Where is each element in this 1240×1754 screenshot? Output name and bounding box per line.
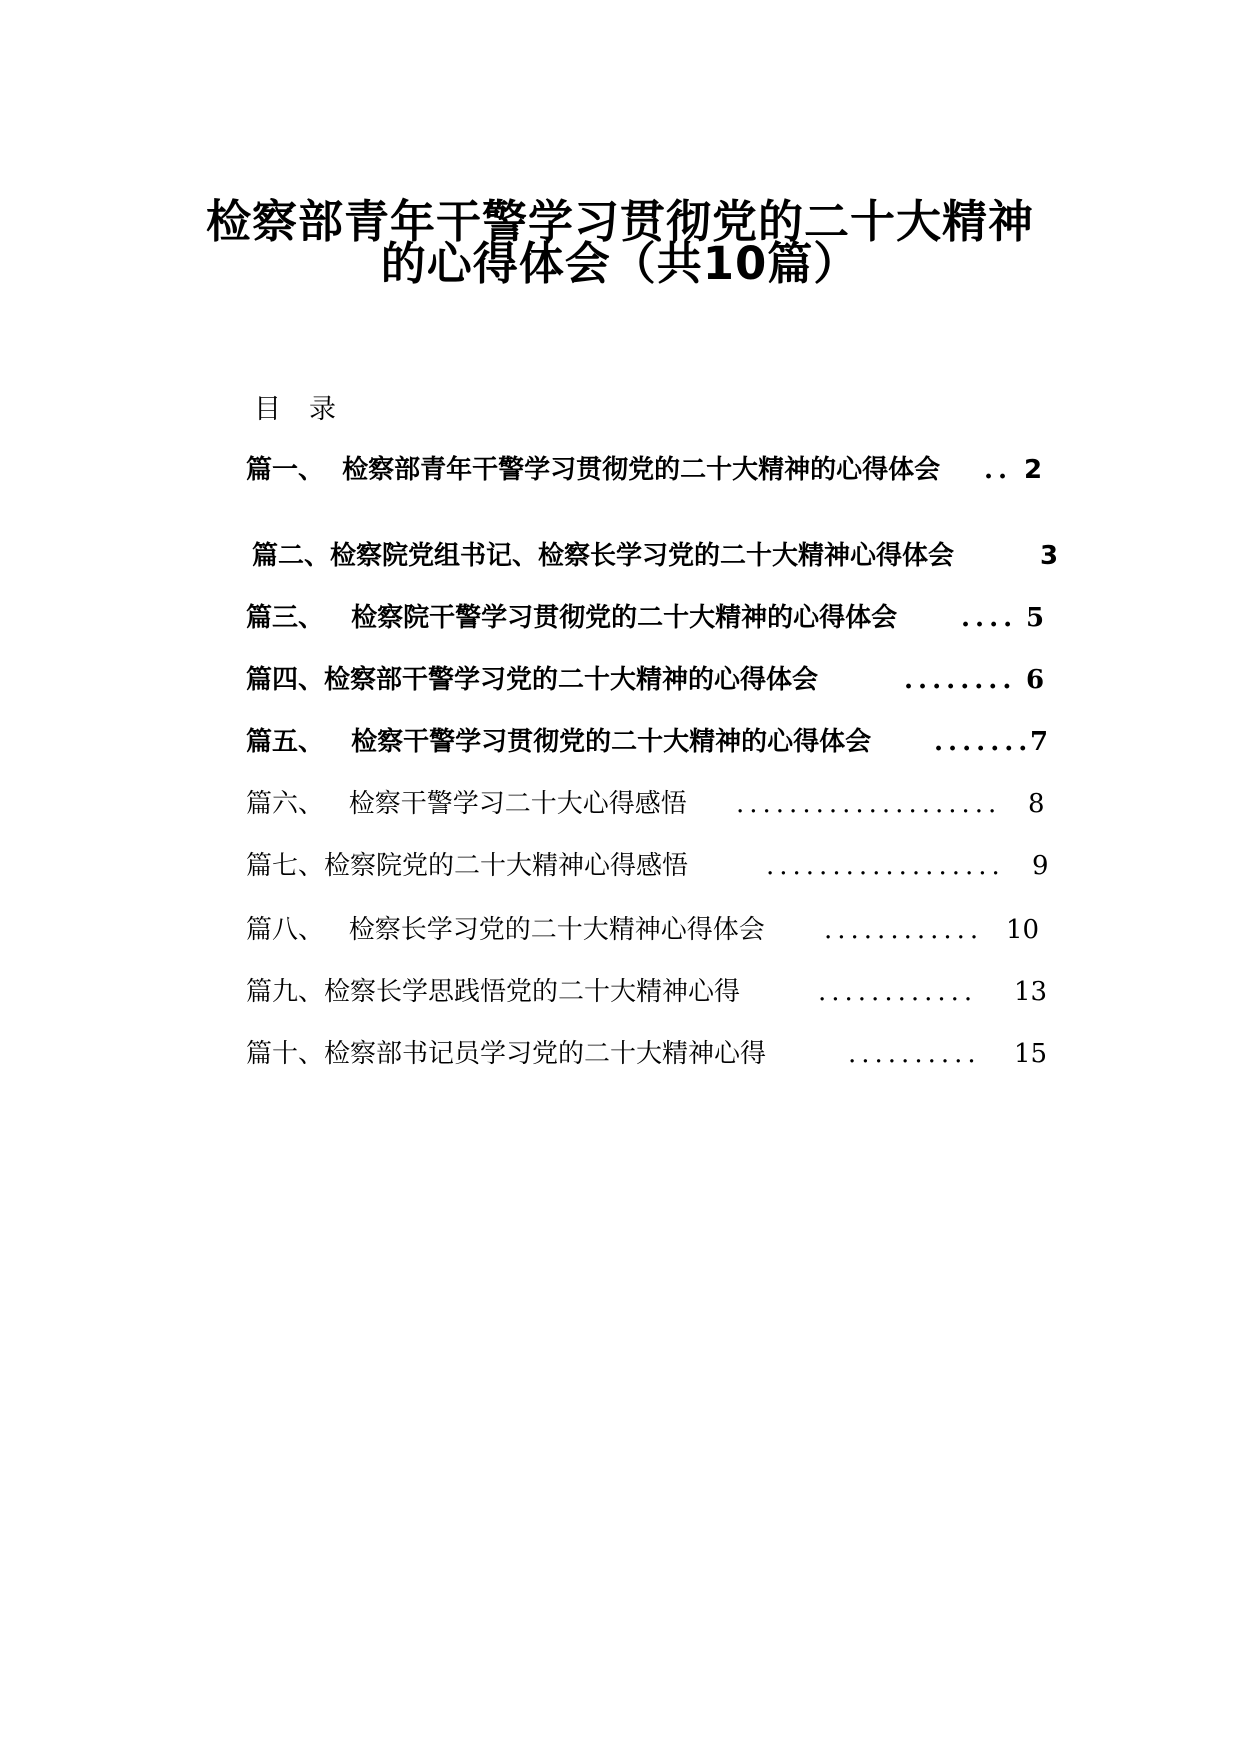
toc-entry-label: 篇七、检察院党的二十大精神心得感悟 [246, 851, 689, 881]
toc-entry-page: 9 [1032, 851, 1049, 881]
toc-entry-3[interactable] [246, 598, 1046, 638]
toc-entry-4[interactable] [246, 660, 1066, 700]
toc-entry-leader: ....... [934, 727, 1033, 757]
toc-entry-leader: .................. [766, 851, 1005, 881]
toc-entry-7[interactable] [246, 846, 1066, 886]
toc-entry-label: 篇八、 检察长学习党的二十大精神心得体会 [246, 915, 765, 945]
toc-heading: 目录 [254, 394, 364, 425]
toc-entry-label: 篇二、检察院党组书记、检察长学习党的二十大精神心得体会 [252, 541, 955, 571]
toc-entry-page: 3 [1040, 541, 1059, 571]
toc-entry-page: 7 [1030, 727, 1049, 757]
toc-entry-leader: .... [961, 603, 1018, 633]
toc-entry-leader: .................... [736, 789, 1002, 819]
toc-entry-1[interactable] [246, 450, 1046, 490]
toc-entry-page: 5 [1026, 603, 1045, 633]
toc-entry-label: 篇四、检察部干警学习党的二十大精神的心得体会 [246, 665, 819, 695]
toc-entry-10[interactable] [246, 1034, 1066, 1074]
document-title-line-2: 的心得体会（共10篇） [380, 237, 860, 290]
toc-entry-label: 篇一、 检察部青年干警学习贯彻党的二十大精神的心得体会 [246, 455, 941, 485]
toc-entry-label: 篇九、检察长学思践悟党的二十大精神心得 [246, 977, 741, 1007]
toc-entry-leader: .. [984, 455, 1013, 485]
toc-entry-label: 篇六、 检察干警学习二十大心得感悟 [246, 789, 687, 819]
toc-entry-8[interactable] [246, 910, 1066, 950]
toc-entry-label: 篇十、检察部书记员学习党的二十大精神心得 [246, 1039, 767, 1069]
toc-entry-leader: ............ [824, 915, 984, 945]
toc-entry-page: 2 [1024, 455, 1043, 485]
toc-entry-leader: ............ [818, 977, 978, 1007]
toc-entry-6[interactable] [246, 784, 1066, 824]
toc-entry-page: 13 [1014, 977, 1048, 1007]
toc-entry-page: 15 [1014, 1039, 1048, 1069]
toc-entry-leader: .......... [848, 1039, 981, 1069]
toc-entry-page: 10 [1006, 915, 1040, 945]
toc-entry-label: 篇三、 检察院干警学习贯彻党的二十大精神的心得体会 [246, 603, 898, 633]
toc-entry-page: 6 [1026, 665, 1045, 695]
toc-entry-5[interactable] [246, 722, 1066, 762]
toc-entry-2[interactable] [252, 536, 1072, 576]
toc-entry-label: 篇五、 检察干警学习贯彻党的二十大精神的心得体会 [246, 727, 872, 757]
toc-entry-9[interactable] [246, 972, 1066, 1012]
toc-entry-leader: ........ [904, 665, 1017, 695]
document-title-line-1: 检察部青年干警学习贯彻党的二十大精神 [205, 195, 1034, 248]
toc-entry-page: 8 [1028, 789, 1045, 819]
